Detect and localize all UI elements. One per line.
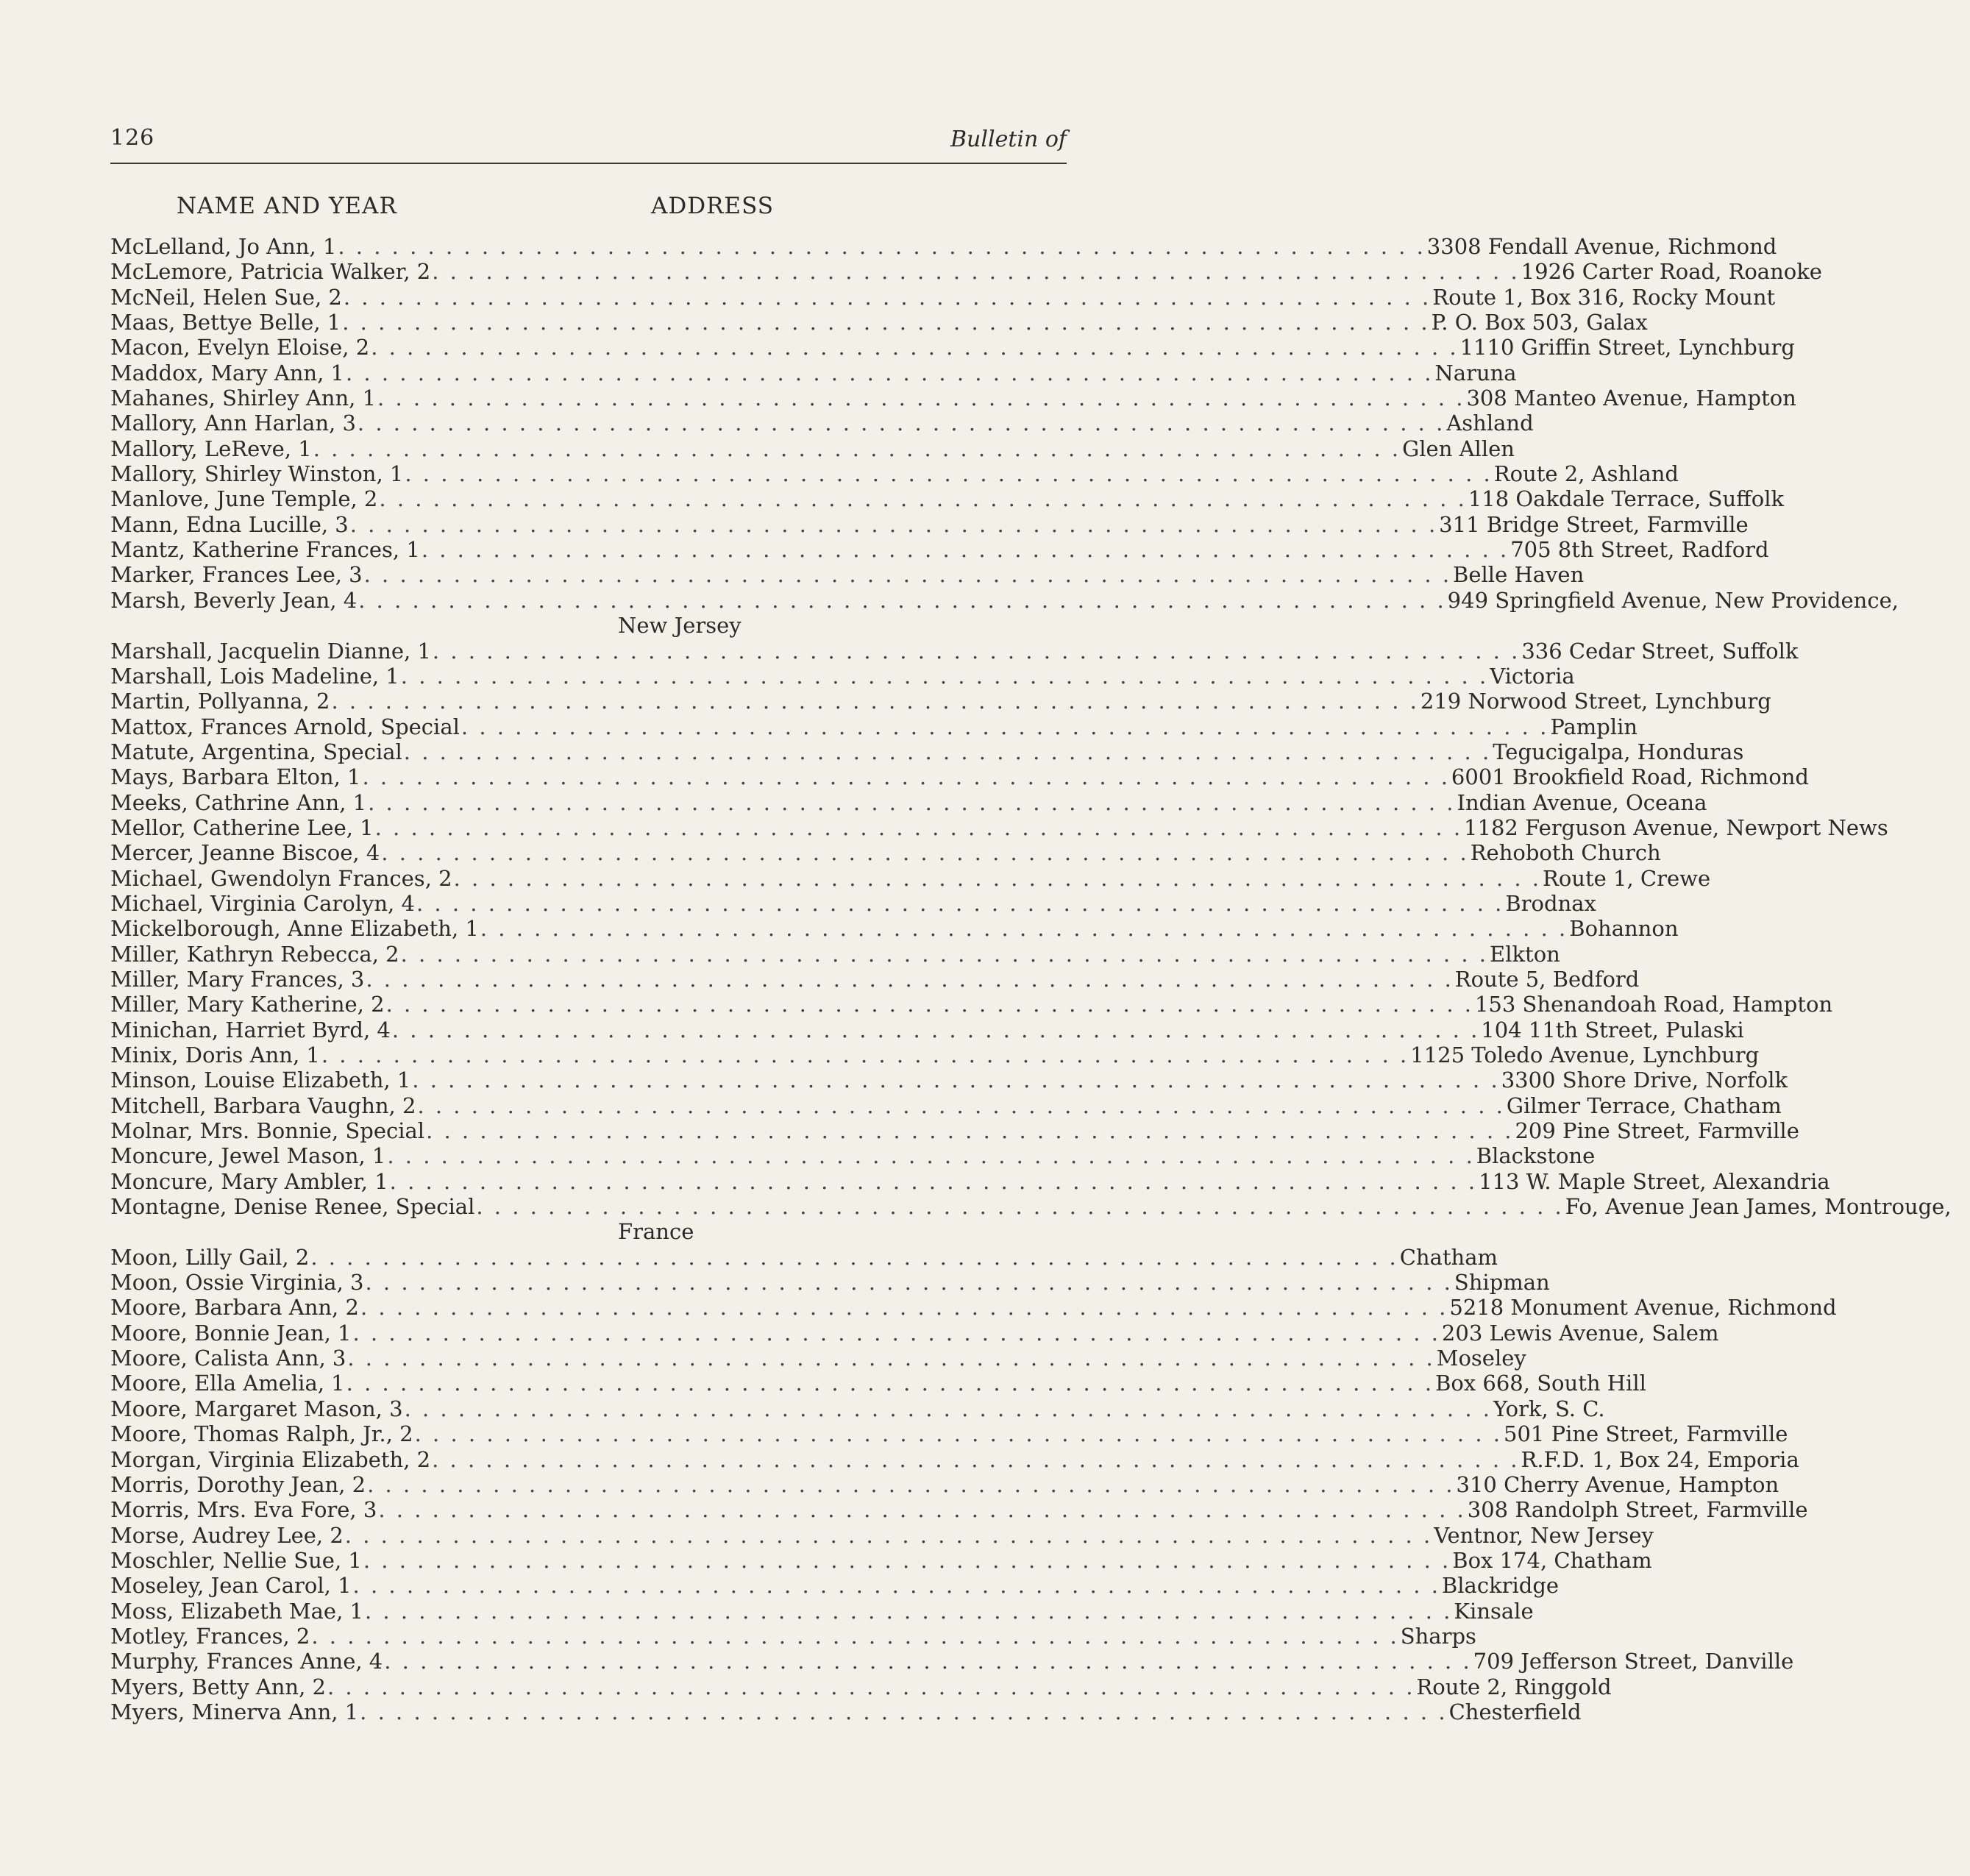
dot-leader: [345, 1523, 1432, 1548]
dot-leader: [392, 1017, 1479, 1042]
column-heading-address: ADDRESS: [651, 193, 774, 219]
entry-name: Myers, Minerva Ann, 1: [110, 1699, 359, 1724]
entry-name: Michael, Virginia Carolyn, 4: [110, 890, 415, 916]
entry-address: 949 Springfield Avenue, New Providence,: [1447, 587, 1899, 613]
entry-name: Minichan, Harriet Byrd, 4: [110, 1017, 391, 1042]
entry-address: Belle Haven: [1453, 562, 1585, 588]
entry-name: Meeks, Cathrine Ann, 1: [110, 789, 367, 815]
dot-leader: [311, 1624, 1398, 1649]
dot-leader: [454, 866, 1541, 891]
entry-address: 705 8th Street, Radford: [1510, 537, 1769, 563]
entry-name: Morse, Audrey Lee, 2: [110, 1522, 344, 1548]
entry-address: 1182 Ferguson Avenue, Newport News: [1464, 814, 1888, 840]
directory-entry: [110, 234, 1777, 259]
directory-entry: [110, 1244, 1498, 1270]
entry-name: Macon, Evelyn Eloise, 2: [110, 335, 370, 360]
dot-leader: [415, 1421, 1502, 1446]
dot-leader: [422, 537, 1509, 562]
entry-name: Morris, Mrs. Eva Fore, 3: [110, 1497, 377, 1523]
directory-entry: [110, 1295, 1837, 1321]
entry-name: Morris, Dorothy Jean, 2: [110, 1471, 366, 1497]
dot-leader: [379, 486, 1466, 511]
directory-entry: [110, 916, 1679, 942]
entry-name: Maas, Bettye Belle, 1: [110, 310, 341, 335]
dot-leader: [381, 840, 1468, 865]
entry-address: Glen Allen: [1402, 436, 1515, 461]
directory-entry: [110, 1598, 1534, 1624]
directory-entry: [110, 1042, 1760, 1067]
dot-leader: [432, 1447, 1519, 1472]
entry-name: Moore, Thomas Ralph, Jr., 2: [110, 1421, 413, 1447]
directory-entry: [110, 865, 1711, 891]
dot-leader: [310, 1245, 1398, 1270]
dot-leader: [401, 942, 1488, 967]
entry-name: Michael, Gwendolyn Frances, 2: [110, 865, 452, 891]
entry-name: Martin, Pollyanna, 2: [110, 689, 330, 714]
directory-entry: [110, 1194, 1952, 1220]
entry-name: Moore, Calista Ann, 3: [110, 1346, 346, 1371]
directory-entry: [110, 1143, 1596, 1169]
entry-name: Mallory, Shirley Winston, 1: [110, 461, 404, 487]
entry-name: Miller, Mary Frances, 3: [110, 966, 365, 992]
entry-name: Marker, Frances Lee, 3: [110, 562, 363, 588]
entry-name: Moon, Lilly Gail, 2: [110, 1244, 310, 1270]
entry-name: Moncure, Jewel Mason, 1: [110, 1143, 386, 1169]
entry-name: McLelland, Jo Ann, 1: [110, 234, 337, 259]
entry-address: 113 W. Maple Street, Alexandria: [1479, 1168, 1830, 1194]
directory-entry: [110, 1270, 1550, 1296]
entry-name: Morgan, Virginia Elizabeth, 2: [110, 1446, 431, 1472]
entry-address: 1926 Carter Road, Roanoke: [1521, 259, 1822, 285]
entry-name: Mattox, Frances Arnold, Special: [110, 714, 460, 739]
entry-address: 5218 Monument Avenue, Richmond: [1449, 1295, 1837, 1321]
entry-name: Mitchell, Barbara Vaughn, 2: [110, 1092, 416, 1118]
dot-leader: [327, 1674, 1415, 1699]
directory-entry: [110, 941, 1560, 967]
dot-leader: [412, 1067, 1499, 1092]
entry-address: Elkton: [1490, 941, 1560, 967]
entry-address: 310 Cherry Avenue, Hampton: [1456, 1471, 1779, 1497]
entry-name: Mallory, LeReve, 1: [110, 436, 312, 461]
directory-entry: [110, 1623, 1476, 1649]
entry-address: Blackridge: [1441, 1573, 1560, 1599]
directory-entry: [110, 663, 1575, 689]
entry-name: Motley, Frances, 2: [110, 1623, 310, 1649]
dot-leader: [378, 1497, 1465, 1522]
entry-address: 1125 Toledo Avenue, Lynchburg: [1410, 1042, 1760, 1067]
entry-address: Naruna: [1434, 360, 1517, 385]
entry-name: Moseley, Jean Carol, 1: [110, 1573, 352, 1599]
dot-leader: [375, 815, 1462, 840]
dot-leader: [346, 360, 1433, 385]
entry-address: 308 Manteo Avenue, Hampton: [1466, 385, 1796, 411]
directory-entry: [110, 689, 1771, 714]
entry-address: 308 Randolph Street, Farmville: [1467, 1497, 1808, 1523]
dot-leader: [377, 385, 1465, 411]
entry-address: Pamplin: [1550, 714, 1638, 739]
directory-entry: [110, 1573, 1560, 1599]
directory-entry: [110, 1346, 1526, 1371]
dot-leader: [416, 891, 1504, 916]
entry-name: Moss, Elizabeth Mae, 1: [110, 1598, 363, 1624]
dot-leader: [353, 1321, 1440, 1346]
directory-entry: [110, 1168, 1830, 1194]
entry-name: Moon, Ossie Virginia, 3: [110, 1270, 364, 1296]
entry-name: McLemore, Patricia Walker, 2: [110, 259, 431, 285]
entry-name: Minix, Doris Ann, 1: [110, 1042, 320, 1067]
dot-leader: [363, 764, 1450, 789]
entry-address: Blackstone: [1476, 1143, 1596, 1169]
entry-address: 203 Lewis Avenue, Salem: [1441, 1320, 1719, 1346]
entry-name: Marshall, Lois Madeline, 1: [110, 663, 399, 689]
entry-address: 104 11th Street, Pulaski: [1481, 1017, 1744, 1042]
dot-leader: [426, 1118, 1513, 1143]
entry-address: P. O. Box 503, Galax: [1431, 310, 1648, 335]
entry-address: Brodnax: [1505, 890, 1596, 916]
directory-entry: [110, 1017, 1744, 1042]
dot-leader: [367, 1472, 1454, 1497]
entry-address-continuation: France: [618, 1219, 694, 1245]
entry-address: Box 174, Chatham: [1452, 1547, 1652, 1573]
dot-leader: [344, 285, 1431, 310]
entry-address: Gilmer Terrace, Chatham: [1506, 1092, 1782, 1118]
dot-leader: [342, 310, 1429, 335]
entry-name: Mellor, Catherine Lee, 1: [110, 814, 374, 840]
entry-name: Molnar, Mrs. Bonnie, Special: [110, 1118, 425, 1144]
dot-leader: [365, 1599, 1452, 1624]
page-number: 126: [110, 125, 155, 151]
directory-entry: [110, 1522, 1654, 1548]
dot-leader: [401, 664, 1488, 689]
dot-leader: [321, 1042, 1409, 1067]
entry-name: Matute, Argentina, Special: [110, 739, 402, 764]
dot-leader: [371, 335, 1458, 360]
dot-leader: [346, 1371, 1434, 1396]
directory-entry: [110, 335, 1795, 360]
entry-name: Miller, Mary Katherine, 2: [110, 992, 385, 1017]
entry-address: Ashland: [1446, 411, 1534, 436]
directory-entry: [110, 1320, 1719, 1346]
entry-address: Fo, Avenue Jean James, Montrouge,: [1565, 1194, 1952, 1220]
entry-address: 3300 Shore Drive, Norfolk: [1501, 1067, 1788, 1093]
entry-address: 501 Pine Street, Farmville: [1504, 1421, 1788, 1447]
entry-address: Sharps: [1400, 1623, 1476, 1649]
directory-entry: [110, 764, 1809, 790]
directory-entry: [110, 1118, 1799, 1144]
entry-name: Mahanes, Shirley Ann, 1: [110, 385, 377, 411]
dot-leader: [353, 1573, 1440, 1598]
entry-address-continuation: New Jersey: [618, 613, 742, 639]
dot-leader: [313, 436, 1401, 461]
directory-entry: [110, 638, 1799, 664]
directory-entry: [110, 587, 1899, 613]
entry-name: Minson, Louise Elizabeth, 1: [110, 1067, 411, 1093]
entry-address: Indian Avenue, Oceana: [1457, 789, 1707, 815]
entry-address: 118 Oakdale Terrace, Suffolk: [1468, 486, 1785, 512]
directory-entry: [110, 789, 1707, 815]
directory-entry: [110, 1396, 1605, 1421]
entry-address: Rehoboth Church: [1470, 840, 1661, 866]
entry-name: Mantz, Katherine Frances, 1: [110, 537, 420, 563]
entry-name: Moore, Bonnie Jean, 1: [110, 1320, 352, 1346]
directory-entry: [110, 537, 1769, 563]
dot-leader: [405, 1396, 1492, 1421]
dot-leader: [480, 916, 1568, 941]
directory-entry: [110, 436, 1515, 461]
directory-entry: [110, 1471, 1779, 1497]
entry-name: Moore, Margaret Mason, 3: [110, 1396, 403, 1421]
entry-address: Chesterfield: [1448, 1699, 1582, 1724]
entry-name: Maddox, Mary Ann, 1: [110, 360, 344, 385]
dot-leader: [390, 1169, 1477, 1194]
directory-entry: [110, 714, 1638, 739]
entry-address: Route 5, Bedford: [1454, 966, 1640, 992]
entry-address: 709 Jefferson Street, Danville: [1473, 1649, 1794, 1674]
entry-name: Mercer, Jeanne Biscoe, 4: [110, 840, 380, 866]
directory-entry: [110, 562, 1585, 588]
entry-address: R.F.D. 1, Box 24, Emporia: [1521, 1446, 1799, 1472]
dot-leader: [338, 234, 1425, 259]
directory-entry: [110, 385, 1796, 411]
entry-address: Route 1, Box 316, Rocky Mount: [1432, 284, 1776, 310]
directory-entry: [110, 360, 1517, 385]
dot-leader: [404, 739, 1491, 764]
directory-entry: [110, 814, 1888, 840]
entry-address: Box 668, South Hill: [1435, 1371, 1646, 1396]
entry-address: 219 Norwood Street, Lynchburg: [1420, 689, 1771, 714]
directory-entry: [110, 461, 1679, 487]
column-heading-name: NAME AND YEAR: [177, 193, 397, 219]
entry-name: Mallory, Ann Harlan, 3: [110, 411, 356, 436]
entry-name: Mickelborough, Anne Elizabeth, 1: [110, 916, 479, 942]
entry-name: Montagne, Denise Renee, Special: [110, 1194, 475, 1220]
directory-entry: [110, 1067, 1788, 1093]
entry-address: Chatham: [1399, 1244, 1498, 1270]
dot-leader: [350, 512, 1437, 537]
directory-entry: [110, 310, 1648, 335]
entry-name: Moore, Ella Amelia, 1: [110, 1371, 345, 1396]
dot-leader: [476, 1194, 1563, 1219]
entry-name: Moncure, Mary Ambler, 1: [110, 1168, 388, 1194]
dot-leader: [384, 1649, 1471, 1674]
directory-entry: [110, 966, 1640, 992]
entry-name: Marshall, Jacquelin Dianne, 1: [110, 638, 431, 664]
entry-address: 311 Bridge Street, Farmville: [1439, 511, 1749, 537]
directory-entry: [110, 511, 1749, 537]
dot-leader: [363, 1548, 1451, 1573]
dot-leader: [387, 1143, 1474, 1168]
directory-entry: [110, 1092, 1782, 1118]
entry-address: 336 Cedar Street, Suffolk: [1521, 638, 1799, 664]
entry-address: 153 Shenandoah Road, Hampton: [1474, 992, 1833, 1017]
directory-entry: [110, 1649, 1794, 1674]
dot-leader: [432, 259, 1519, 284]
entry-address: Route 1, Crewe: [1543, 865, 1711, 891]
entry-name: Murphy, Frances Anne, 4: [110, 1649, 383, 1674]
entry-address: Bohannon: [1569, 916, 1679, 942]
page-header: [110, 125, 1067, 163]
entry-address: Route 2, Ringgold: [1416, 1674, 1612, 1699]
directory-entry: [110, 992, 1833, 1017]
dot-leader: [358, 588, 1446, 613]
dot-leader: [331, 689, 1418, 714]
entry-name: Miller, Kathryn Rebecca, 2: [110, 941, 399, 967]
running-title: Bulletin of: [950, 127, 1067, 152]
entry-name: Myers, Betty Ann, 2: [110, 1674, 326, 1699]
entry-name: Manlove, June Temple, 2: [110, 486, 378, 512]
dot-leader: [386, 992, 1473, 1017]
entry-address: 1110 Griffin Street, Lynchburg: [1459, 335, 1795, 360]
header-rule: [110, 163, 1067, 164]
entry-name: Moore, Barbara Ann, 2: [110, 1295, 359, 1321]
dot-leader: [360, 1699, 1447, 1724]
directory-entry: [110, 1699, 1582, 1724]
directory-entry: [110, 259, 1822, 285]
directory-entry: [110, 284, 1776, 310]
entry-name: Mann, Edna Lucille, 3: [110, 511, 349, 537]
entry-address: Shipman: [1454, 1270, 1550, 1296]
entry-address: Ventnor, New Jersey: [1434, 1522, 1654, 1548]
entry-address: 3308 Fendall Avenue, Richmond: [1426, 234, 1777, 259]
dot-leader: [360, 1295, 1448, 1320]
dot-leader: [347, 1346, 1434, 1371]
directory-entry: [110, 1497, 1808, 1523]
directory-entry: [110, 739, 1744, 764]
directory-entry: [110, 840, 1661, 866]
entry-address: 209 Pine Street, Farmville: [1515, 1118, 1799, 1144]
entry-name: Mays, Barbara Elton, 1: [110, 764, 361, 790]
dot-leader: [433, 639, 1520, 664]
directory-list: [110, 234, 1952, 1724]
directory-entry: [110, 486, 1785, 512]
directory-entry: [110, 1674, 1612, 1699]
directory-entry: [110, 1446, 1799, 1472]
entry-name: Moschler, Nellie Sue, 1: [110, 1547, 362, 1573]
entry-address: Tegucigalpa, Honduras: [1493, 739, 1744, 764]
directory-entry: [110, 1421, 1788, 1447]
entry-address: Moseley: [1436, 1346, 1526, 1371]
dot-leader: [364, 562, 1451, 587]
entry-name: Marsh, Beverly Jean, 4: [110, 587, 358, 613]
directory-entry: [110, 411, 1534, 436]
entry-address: Victoria: [1490, 663, 1575, 689]
dot-leader: [365, 1270, 1452, 1295]
dot-leader: [368, 790, 1455, 815]
entry-address: Route 2, Ashland: [1493, 461, 1679, 487]
dot-leader: [461, 714, 1548, 739]
dot-leader: [366, 967, 1453, 992]
directory-entry: [110, 1371, 1646, 1396]
directory-entry: [110, 1547, 1652, 1573]
entry-address: 6001 Brookfield Road, Richmond: [1451, 764, 1809, 790]
entry-address: Kinsale: [1454, 1598, 1534, 1624]
dot-leader: [405, 461, 1492, 486]
entry-address: York, S. C.: [1493, 1396, 1605, 1421]
dot-leader: [358, 411, 1445, 436]
directory-entry: [110, 890, 1596, 916]
entry-name: McNeil, Helen Sue, 2: [110, 284, 342, 310]
dot-leader: [417, 1093, 1504, 1118]
